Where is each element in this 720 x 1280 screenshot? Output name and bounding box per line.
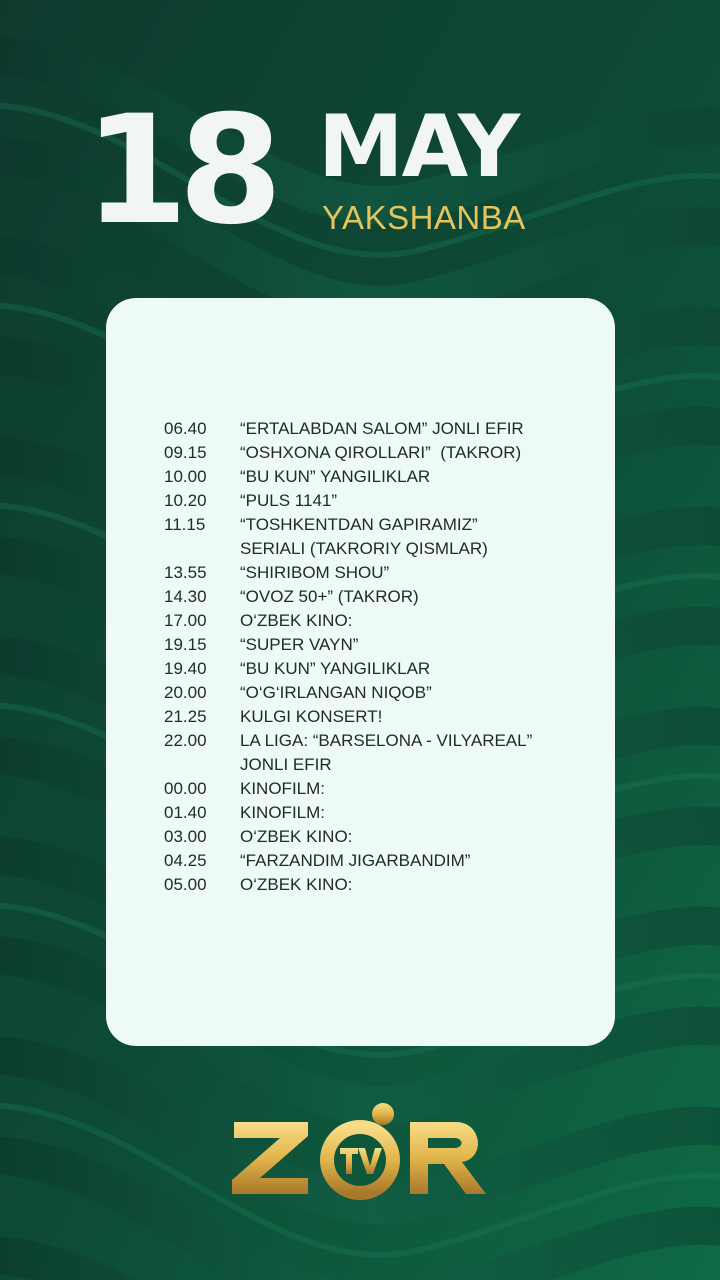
schedule-title: “PULS 1141” bbox=[240, 491, 338, 510]
schedule-row bbox=[164, 489, 532, 513]
schedule-time: 19.15 bbox=[164, 635, 207, 654]
schedule-row bbox=[164, 825, 532, 849]
schedule-title: “SHIRIBOM SHOU” bbox=[240, 563, 390, 582]
schedule-title: JONLI EFIR bbox=[240, 755, 332, 774]
schedule-row bbox=[164, 441, 532, 465]
schedule-row bbox=[164, 465, 532, 489]
schedule-time: 10.20 bbox=[164, 491, 207, 510]
schedule-list bbox=[164, 417, 532, 897]
schedule-title: KINOFILM: bbox=[240, 803, 326, 822]
schedule-row bbox=[164, 849, 532, 873]
schedule-row bbox=[164, 417, 532, 441]
schedule-row bbox=[164, 513, 532, 537]
schedule-row bbox=[164, 705, 532, 729]
schedule-title: “BU KUN” YANGILIKLAR bbox=[240, 659, 431, 678]
schedule-row bbox=[164, 657, 532, 681]
schedule-row bbox=[164, 777, 532, 801]
schedule-title: “FARZANDIM JIGARBANDIM” bbox=[240, 851, 471, 870]
schedule-row bbox=[164, 609, 532, 633]
schedule-time: 14.30 bbox=[164, 587, 207, 606]
schedule-time: 13.55 bbox=[164, 563, 207, 582]
schedule-row bbox=[164, 585, 532, 609]
schedule-title: “TOSHKENTDAN GAPIRAMIZ” bbox=[240, 515, 478, 534]
schedule-time: 20.00 bbox=[164, 683, 207, 702]
schedule-title: O‘ZBEK KINO: bbox=[240, 875, 353, 894]
schedule-time: 03.00 bbox=[164, 827, 207, 846]
schedule-title: “BU KUN” YANGILIKLAR bbox=[240, 467, 431, 486]
schedule-title: KINOFILM: bbox=[240, 779, 326, 798]
schedule-title: KULGI KONSERT! bbox=[240, 707, 383, 726]
schedule-time: 19.40 bbox=[164, 659, 207, 678]
schedule-title: O‘ZBEK KINO: bbox=[240, 611, 353, 630]
schedule-title: “ERTALABDAN SALOM” JONLI EFIR bbox=[240, 419, 524, 438]
schedule-time bbox=[164, 753, 240, 777]
date-month: MAY bbox=[318, 97, 519, 197]
schedule-time: 22.00 bbox=[164, 731, 207, 750]
schedule-time: 10.00 bbox=[164, 467, 207, 486]
schedule-row bbox=[164, 681, 532, 705]
schedule-time: 01.40 bbox=[164, 803, 207, 822]
schedule-row bbox=[164, 633, 532, 657]
schedule-time: 11.15 bbox=[164, 515, 206, 534]
schedule-row bbox=[164, 537, 532, 561]
schedule-time: 04.25 bbox=[164, 851, 207, 870]
schedule-time: 06.40 bbox=[164, 419, 207, 438]
schedule-row bbox=[164, 561, 532, 585]
schedule-time: 21.25 bbox=[164, 707, 207, 726]
schedule-title: “SUPER VAYN” bbox=[240, 635, 359, 654]
schedule-time: 09.15 bbox=[164, 443, 207, 462]
schedule-time: 05.00 bbox=[164, 875, 207, 894]
schedule-title: “OSHXONA QIROLLARI” (TAKROR) bbox=[240, 443, 522, 462]
schedule-title: O‘ZBEK KINO: bbox=[240, 827, 353, 846]
zor-tv-logo bbox=[230, 1100, 492, 1200]
schedule-time bbox=[164, 537, 240, 561]
schedule-time: 17.00 bbox=[164, 611, 207, 630]
schedule-title: LA LIGA: “BARSELONA - VILYAREAL” bbox=[240, 731, 533, 750]
schedule-row bbox=[164, 753, 532, 777]
schedule-title: SERIALI (TAKRORIY QISMLAR) bbox=[240, 539, 488, 558]
schedule-time: 00.00 bbox=[164, 779, 207, 798]
schedule-row bbox=[164, 801, 532, 825]
date-weekday: YAKSHANBA bbox=[322, 199, 526, 236]
date-day: 18 bbox=[84, 84, 273, 258]
schedule-row bbox=[164, 729, 532, 753]
schedule-row bbox=[164, 873, 532, 897]
schedule-title: “OVOZ 50+” (TAKROR) bbox=[240, 587, 419, 606]
schedule-title: “O‘G‘IRLANGAN NIQOB” bbox=[240, 683, 432, 702]
schedule-card bbox=[106, 298, 615, 1046]
